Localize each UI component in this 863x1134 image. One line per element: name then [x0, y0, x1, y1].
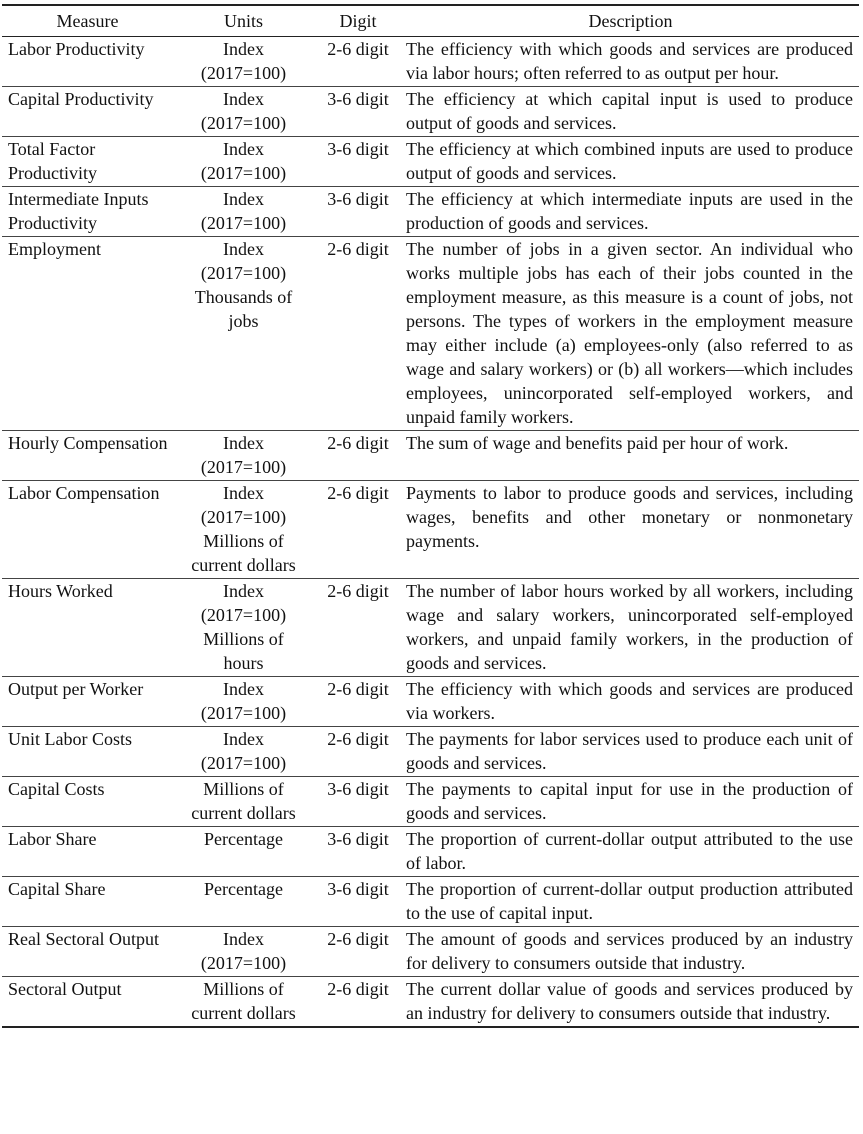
table-row — [2, 677, 859, 727]
digit-cell: 2-6 digit — [327, 39, 389, 59]
digit-cell: 2-6 digit — [327, 239, 389, 259]
table-row — [2, 977, 859, 1028]
description-cell: The efficiency at which capital input is used to produce output of goods and services. — [406, 89, 853, 133]
description-cell: Payments to labor to produce goods and services, including wages, benefits and other monetary or nonmonetary payments. — [406, 483, 853, 551]
units-cell: Index (2017=100) — [200, 679, 287, 723]
description-cell: The number of labor hours worked by all workers, including wage and salary workers, unincorporated self-employed workers, and unpaid family workers, in the production of goods and services. — [406, 581, 853, 673]
units-cell: Index (2017=100) Thousands of jobs — [194, 239, 293, 331]
header-units: Units — [223, 11, 263, 31]
digit-cell: 2-6 digit — [327, 979, 389, 999]
measure-cell: Intermediate Inputs Productivity — [8, 189, 149, 233]
digit-cell: 2-6 digit — [327, 679, 389, 699]
digit-cell: 3-6 digit — [327, 189, 389, 209]
digit-cell: 2-6 digit — [327, 433, 389, 453]
units-cell: Index (2017=100) — [200, 89, 287, 133]
description-cell: The number of jobs in a given sector. An individual who works multiple jobs has each of their jobs counted in the employment measure, as this measure is a count of jobs, not persons. The types of workers in the employment measure may either include (a) employees-only (also referred to as wage and salary workers) or (b) all workers—which includes employees, unincorporated self-employed workers, and unpaid family workers. — [406, 239, 853, 427]
table-row — [2, 431, 859, 481]
description-cell: The proportion of current-dollar output production attributed to the use of capital input. — [406, 879, 853, 923]
measure-cell: Hours Worked — [8, 581, 113, 601]
table-row — [2, 877, 859, 927]
digit-cell: 2-6 digit — [327, 483, 389, 503]
table-row — [2, 137, 859, 187]
description-cell: The amount of goods and services produced by an industry for delivery to consumers outside that industry. — [406, 929, 853, 973]
table-body — [2, 37, 859, 1028]
description-cell: The proportion of current-dollar output attributed to the use of labor. — [406, 829, 853, 873]
units-cell: Index (2017=100) — [200, 39, 287, 83]
digit-cell: 3-6 digit — [327, 139, 389, 159]
description-cell: The efficiency with which goods and services are produced via workers. — [406, 679, 853, 723]
measure-cell: Sectoral Output — [8, 979, 122, 999]
header-measure: Measure — [56, 11, 119, 31]
description-cell: The efficiency at which intermediate inputs are used in the production of goods and services. — [406, 189, 853, 233]
description-cell: The payments to capital input for use in the production of goods and services. — [406, 779, 853, 823]
digit-cell: 3-6 digit — [327, 89, 389, 109]
measure-cell: Capital Productivity — [8, 89, 154, 109]
units-cell: Percentage — [204, 879, 283, 899]
measure-cell: Unit Labor Costs — [8, 729, 132, 749]
units-cell: Index (2017=100) Millions of current dollars — [191, 483, 296, 575]
table-row — [2, 237, 859, 431]
measure-cell: Labor Productivity — [8, 39, 145, 59]
measure-cell: Hourly Compensation — [8, 433, 168, 453]
table-row — [2, 777, 859, 827]
units-cell: Percentage — [204, 829, 283, 849]
units-cell: Index (2017=100) — [200, 139, 287, 183]
measures-table — [2, 4, 859, 1028]
header-description: Description — [588, 11, 673, 31]
units-cell: Millions of current dollars — [191, 979, 296, 1023]
header-digit: Digit — [339, 11, 377, 31]
description-cell: The efficiency at which combined inputs are used to produce output of goods and services. — [406, 139, 853, 183]
measure-cell: Labor Compensation — [8, 483, 160, 503]
description-cell: The efficiency with which goods and services are produced via labor hours; often referred to as output per hour. — [406, 39, 853, 83]
description-cell: The sum of wage and benefits paid per hour of work. — [406, 433, 789, 453]
measure-cell: Capital Share — [8, 879, 106, 899]
digit-cell: 3-6 digit — [327, 879, 389, 899]
header-row — [2, 5, 859, 37]
units-cell: Index (2017=100) — [200, 433, 287, 477]
measure-cell: Capital Costs — [8, 779, 105, 799]
table-row — [2, 187, 859, 237]
digit-cell: 3-6 digit — [327, 829, 389, 849]
measure-cell: Total Factor Productivity — [8, 139, 97, 183]
units-cell: Millions of current dollars — [191, 779, 296, 823]
description-cell: The payments for labor services used to produce each unit of goods and services. — [406, 729, 853, 773]
digit-cell: 3-6 digit — [327, 779, 389, 799]
units-cell: Index (2017=100) — [200, 929, 287, 973]
table-row — [2, 727, 859, 777]
table-row — [2, 927, 859, 977]
table-row — [2, 87, 859, 137]
table-row — [2, 37, 859, 87]
table-row — [2, 579, 859, 677]
table-header — [2, 5, 859, 37]
table-row — [2, 827, 859, 877]
measure-cell: Employment — [8, 239, 101, 259]
digit-cell: 2-6 digit — [327, 729, 389, 749]
digit-cell: 2-6 digit — [327, 929, 389, 949]
measure-cell: Output per Worker — [8, 679, 144, 699]
units-cell: Index (2017=100) Millions of hours — [200, 581, 287, 673]
digit-cell: 2-6 digit — [327, 581, 389, 601]
units-cell: Index (2017=100) — [200, 189, 287, 233]
table-row — [2, 481, 859, 579]
measure-cell: Labor Share — [8, 829, 97, 849]
units-cell: Index (2017=100) — [200, 729, 287, 773]
measure-cell: Real Sectoral Output — [8, 929, 159, 949]
description-cell: The current dollar value of goods and services produced by an industry for delivery to consumers outside that industry. — [406, 979, 853, 1023]
